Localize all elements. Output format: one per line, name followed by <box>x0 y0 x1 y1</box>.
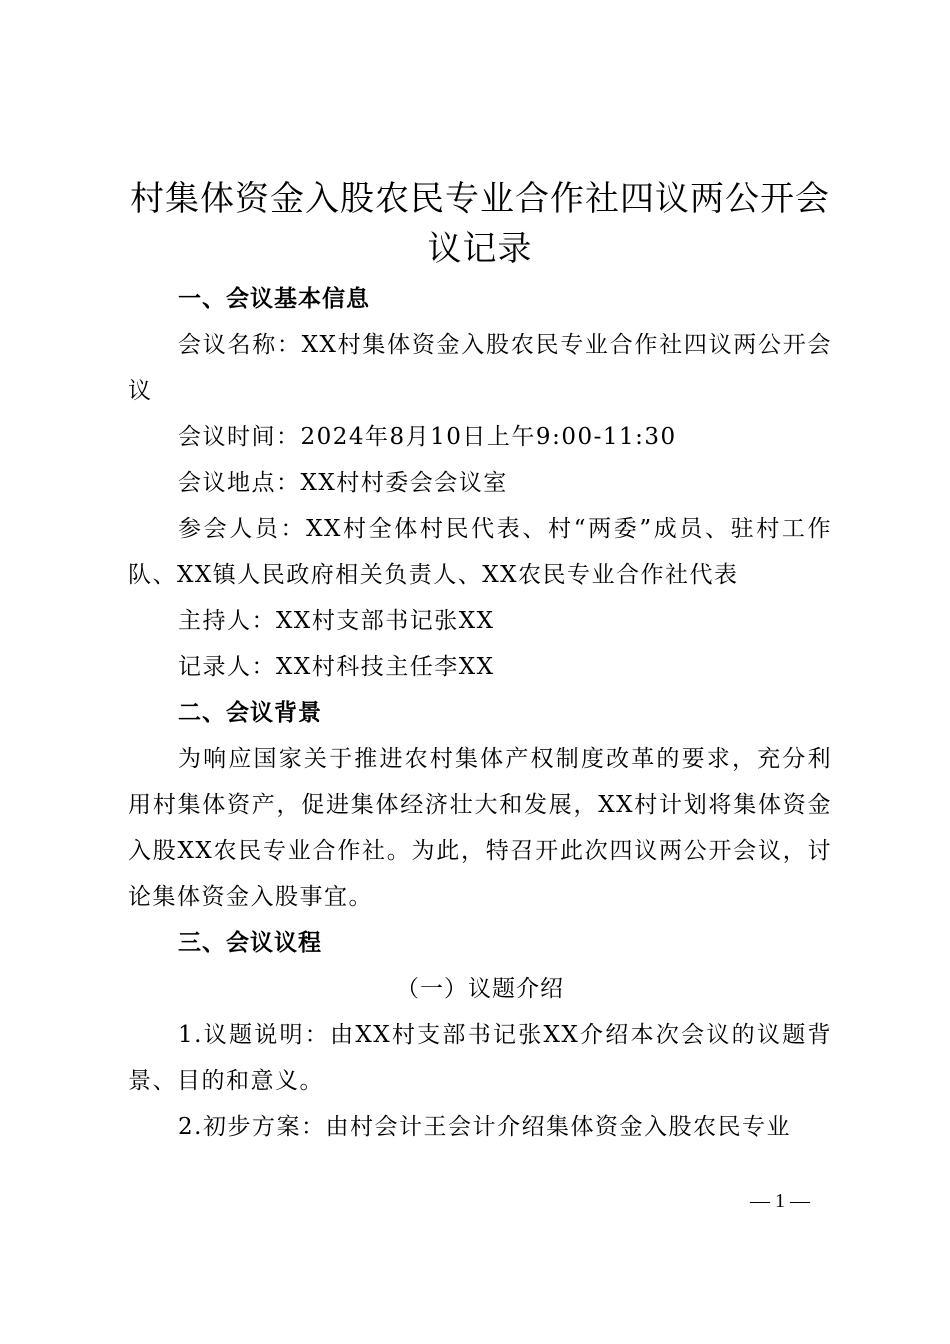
agenda-subheading: （一）议题介绍 <box>396 976 564 1002</box>
meeting-attendees: 参会人员：XX村全体村民代表、村“两委”成员、驻村工作队、XX镇人民政府相关负责人、XX农民专业合作社代表 <box>128 516 832 588</box>
meeting-host: 主持人：XX村支部书记张XX <box>178 608 495 634</box>
section-heading-background: 二、会议背景 <box>178 700 322 726</box>
agenda-item-1: 1.议题说明：由XX村支部书记张XX介绍本次会议的议题背景、目的和意义。 <box>128 1022 832 1094</box>
meeting-place: 会议地点：XX村村委会会议室 <box>178 470 508 496</box>
section-heading-basic-info: 一、会议基本信息 <box>178 286 370 312</box>
document-body <box>128 276 832 1150</box>
meeting-time: 会议时间：2024年8月10日上午9:00-11:30 <box>178 424 677 450</box>
document-title: 村集体资金入股农民专业合作社四议两公开会议记录 <box>130 179 830 269</box>
section-heading-agenda: 三、会议议程 <box>178 930 322 956</box>
meeting-name: 会议名称：XX村集体资金入股农民专业合作社四议两公开会议 <box>128 332 832 404</box>
background-paragraph: 为响应国家关于推进农村集体产权制度改革的要求，充分利用村集体资产，促进集体经济壮大和发展，XX村计划将集体资金入股XX农民专业合作社。为此，特召开此次四议两公开会议，讨论集体资金入股事宜。 <box>128 746 832 910</box>
meeting-recorder: 记录人：XX村科技主任李XX <box>178 654 495 680</box>
page-number: — 1 — <box>750 1190 810 1212</box>
agenda-item-2: 2.初步方案：由村会计王会计介绍集体资金入股农民专业 <box>178 1114 791 1140</box>
